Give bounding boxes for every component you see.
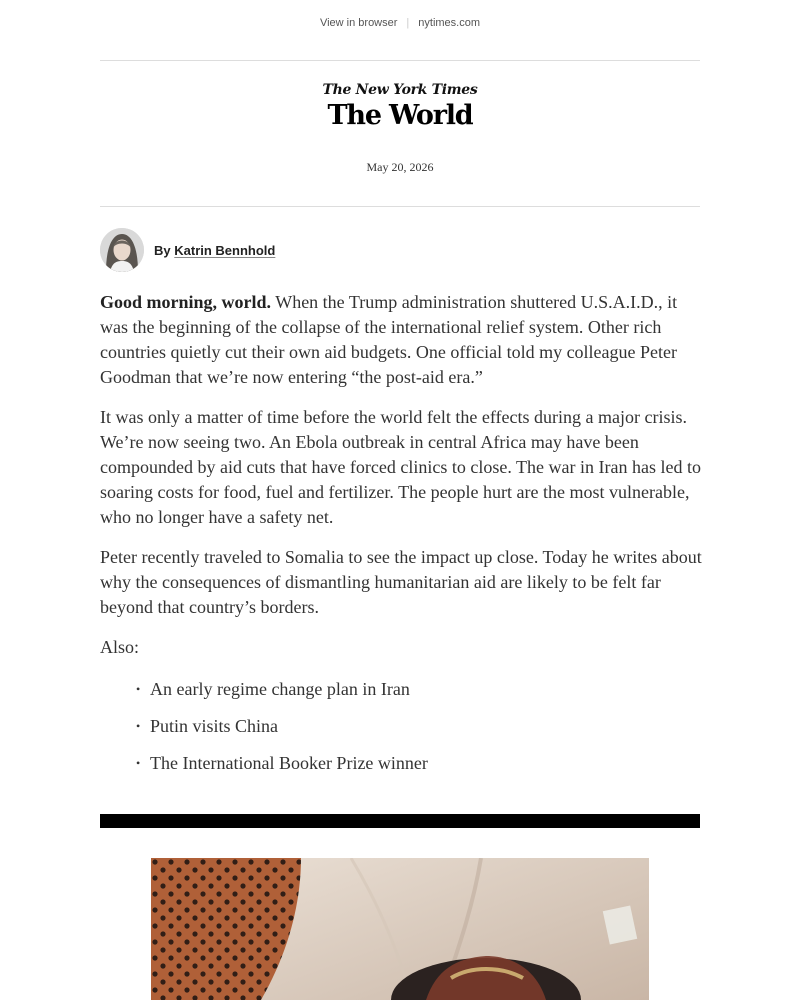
- paragraph-3: Peter recently traveled to Somalia to see the impact up close. Today he writes about why the consequences of dismantling humanitarian aid are likely to be felt far beyond that country’s borders.: [100, 547, 702, 617]
- paragraph-2: It was only a matter of time before the world felt the effects during a major crisis. We’re now seeing two. An Ebola outbreak in central Africa may have been compounded by aid cuts that have forced clinics to close. The war in Iran has led to soaring costs for food, fuel and fertilizer. The people hurt are the most vulnerable, who no longer have a safety net.: [100, 407, 701, 527]
- also-label: Also:: [100, 637, 140, 657]
- publication-logo[interactable]: The New York Times: [322, 82, 478, 98]
- intro-text: When the Trump administration shuttered U.S.A.I.D., it was the beginning of the collapse of the international relief system. Other rich countries quietly cut their own aid budgets. One official told my colleague Peter Goodman that we’re now entering “the post-aid era.”: [100, 292, 678, 387]
- list-item: • The International Booker Prize winner: [136, 751, 705, 776]
- author-avatar: [100, 228, 144, 272]
- issue-date: May 20, 2026: [366, 160, 434, 174]
- byline-prefix: By: [154, 242, 171, 258]
- top-links: [0, 17, 800, 29]
- view-in-browser-link[interactable]: View in browser: [319, 17, 398, 29]
- link-separator: |: [406, 17, 410, 29]
- intro-paragraph: [100, 290, 705, 390]
- byline-text: [154, 243, 275, 258]
- also-list: [100, 677, 705, 776]
- newsletter-title: The World: [327, 100, 473, 131]
- section-divider-bar: [100, 814, 700, 828]
- byline: [100, 228, 275, 272]
- divider-top: [100, 60, 700, 61]
- list-item: • An early regime change plan in Iran: [136, 677, 705, 702]
- nytimes-link[interactable]: nytimes.com: [418, 17, 481, 29]
- lead-photo[interactable]: [151, 858, 649, 1000]
- greeting: Good morning, world.: [100, 292, 272, 312]
- list-item: • Putin visits China: [136, 714, 705, 739]
- author-link[interactable]: Katrin Bennhold: [174, 242, 276, 258]
- article-body: [100, 290, 705, 788]
- divider-masthead: [100, 206, 700, 207]
